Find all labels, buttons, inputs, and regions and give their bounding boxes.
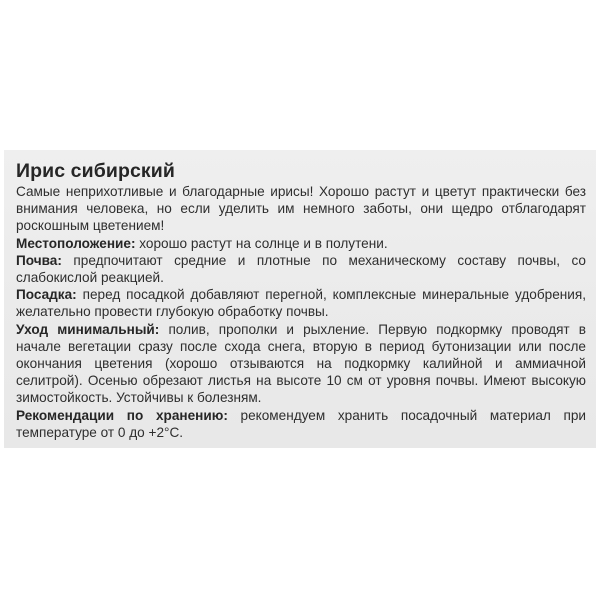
planting-label: Посадка: <box>16 287 77 303</box>
soil-section <box>16 252 586 286</box>
location-text: хорошо растут на солнце и в полутени. <box>135 235 388 251</box>
location-label: Местоположение: <box>16 235 136 251</box>
care-label: Уход минимальный: <box>16 321 160 337</box>
product-title: Ирис сибирский <box>16 160 175 182</box>
planting-text: перед посадкой добавляют перегной, комплексные минеральные удобрения, желательно провести глубокую обработку почвы. <box>16 287 586 320</box>
product-label <box>4 150 596 448</box>
planting-section <box>16 286 586 320</box>
location-section <box>16 235 586 252</box>
storage-section <box>16 407 586 441</box>
soil-text: предпочитают средние и плотные по механическому составу почвы, со слабокислой реакцией. <box>16 252 586 286</box>
storage-label: Рекомендации по хранению: <box>16 407 228 423</box>
care-section <box>16 321 586 407</box>
care-text: полив, прополки и рыхление. Первую подкормку проводят в начале вегетации сразу после схода снега, вторую в период бутонизации или после окончания цветения (хорошо отзываются на подкормку калийной и аммиачной селитрой). Осенью обрезают листья на высоте 10 см от уровня почвы. Имеют высокую зимостойкость. Устойчивы к болезням. <box>16 321 586 406</box>
soil-label: Почва: <box>16 252 62 268</box>
intro-text: Самые неприхотливые и благодарные ирисы! Хорошо растут и цветут практически без внимания человека, но если уделить им немного заботы, они щедро отблагодарят роскошным цветением! <box>16 184 586 234</box>
storage-text: рекомендуем хранить посадочный материал при температуре от 0 до +2°С. <box>16 407 586 440</box>
